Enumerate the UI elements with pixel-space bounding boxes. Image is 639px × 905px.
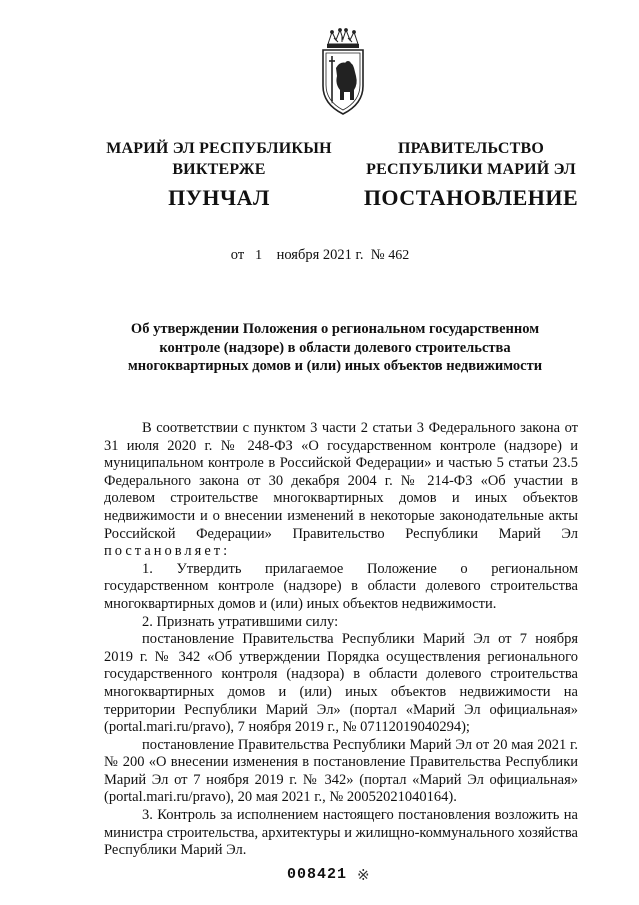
- header-left-block: [88, 138, 350, 180]
- header-left-line2: ВИКТЕРЖЕ: [172, 161, 266, 178]
- coat-of-arms-icon: [318, 28, 368, 116]
- doc-type-russian: ПОСТАНОВЛЕНИЕ: [363, 185, 579, 210]
- header-left-line1: МАРИЙ ЭЛ РЕСПУБЛИКЫН: [106, 140, 332, 157]
- paragraph-item-2: 2. Признать утратившими силу:: [142, 613, 339, 630]
- date-line: [100, 247, 540, 264]
- header-right-line2: РЕСПУБЛИКИ МАРИЙ ЭЛ: [366, 161, 576, 178]
- title-line3: многоквартирных домов и (или) иных объектов недвижимости: [127, 358, 543, 374]
- date-day: 1: [255, 248, 263, 263]
- paragraph-repeal-2: постановление Правительства Республики Марий Эл от 20 мая 2021 г. № 200 «О внесении изменения в постановление Правительства Республики Марий Эл от 7 ноября 2019 г. № 342» (портал «Марий Эл официальная» (portal.mari.ru/pravo), 20 мая 2021 г., № 20052021040164).: [104, 736, 578, 806]
- doc-number: 462: [388, 248, 410, 263]
- paragraph-preamble: [104, 420, 578, 561]
- document-body: [104, 420, 578, 860]
- doc-type-mari: ПУНЧАЛ: [168, 185, 270, 210]
- preamble-text: В соответствии с пунктом 3 части 2 статьи 3 Федерального закона от 31 июля 2020 г. № 248-ФЗ «О государственном контроле (надзоре) и муниципальном контроле в Российской Федерации» и частью 5 статьи 23.5 Федерального закона от 30 декабря 2004 г. № 214-ФЗ «Об участии в долевом строительстве многоквартирных домов и иных объектов недвижимости и о внесении изменений в некоторые законодательные акты Российской Федерации» Правительство Республики Марий Эл: [104, 420, 578, 542]
- paragraph-item-1: 1. Утвердить прилагаемое Положение о региональном государственном контроле (надзоре) в области долевого строительства многоквартирных домов и (или) иных объектов недвижимости.: [104, 560, 578, 612]
- title-line1: Об утверждении Положения о региональном государственном: [130, 321, 540, 337]
- date-prefix: от: [230, 247, 245, 263]
- paragraph-repeal-1: постановление Правительства Республики Марий Эл от 7 ноября 2019 г. № 342 «Об утверждении Порядка осуществления регионального государственного контроля (надзора) в области долевого строительства многоквартирных домов и (или) иных объектов недвижимости на территории Республики Марий Эл» (портал «Марий Эл официальная» (portal.mari.ru/pravo), 7 ноября 2019 г., № 07112019040294);: [104, 631, 578, 736]
- header-right-line1: ПРАВИТЕЛЬСТВО: [397, 140, 545, 157]
- serial-number: 008421: [287, 866, 348, 883]
- decorative-mark: ※: [357, 868, 370, 884]
- paragraph-item-3: 3. Контроль за исполнением настоящего постановления возложить на министра строительства, архитектуры и жилищно-коммунального хозяйства Республики Марий Эл.: [104, 807, 578, 859]
- document-title: [90, 320, 580, 376]
- date-month-year: ноября 2021 г.: [276, 247, 364, 263]
- number-sign: №: [370, 247, 385, 263]
- title-line2: контроле (надзоре) в области долевого строительства: [159, 339, 511, 356]
- resolves-word: постановляет:: [104, 543, 231, 560]
- header-right-block: [340, 138, 602, 180]
